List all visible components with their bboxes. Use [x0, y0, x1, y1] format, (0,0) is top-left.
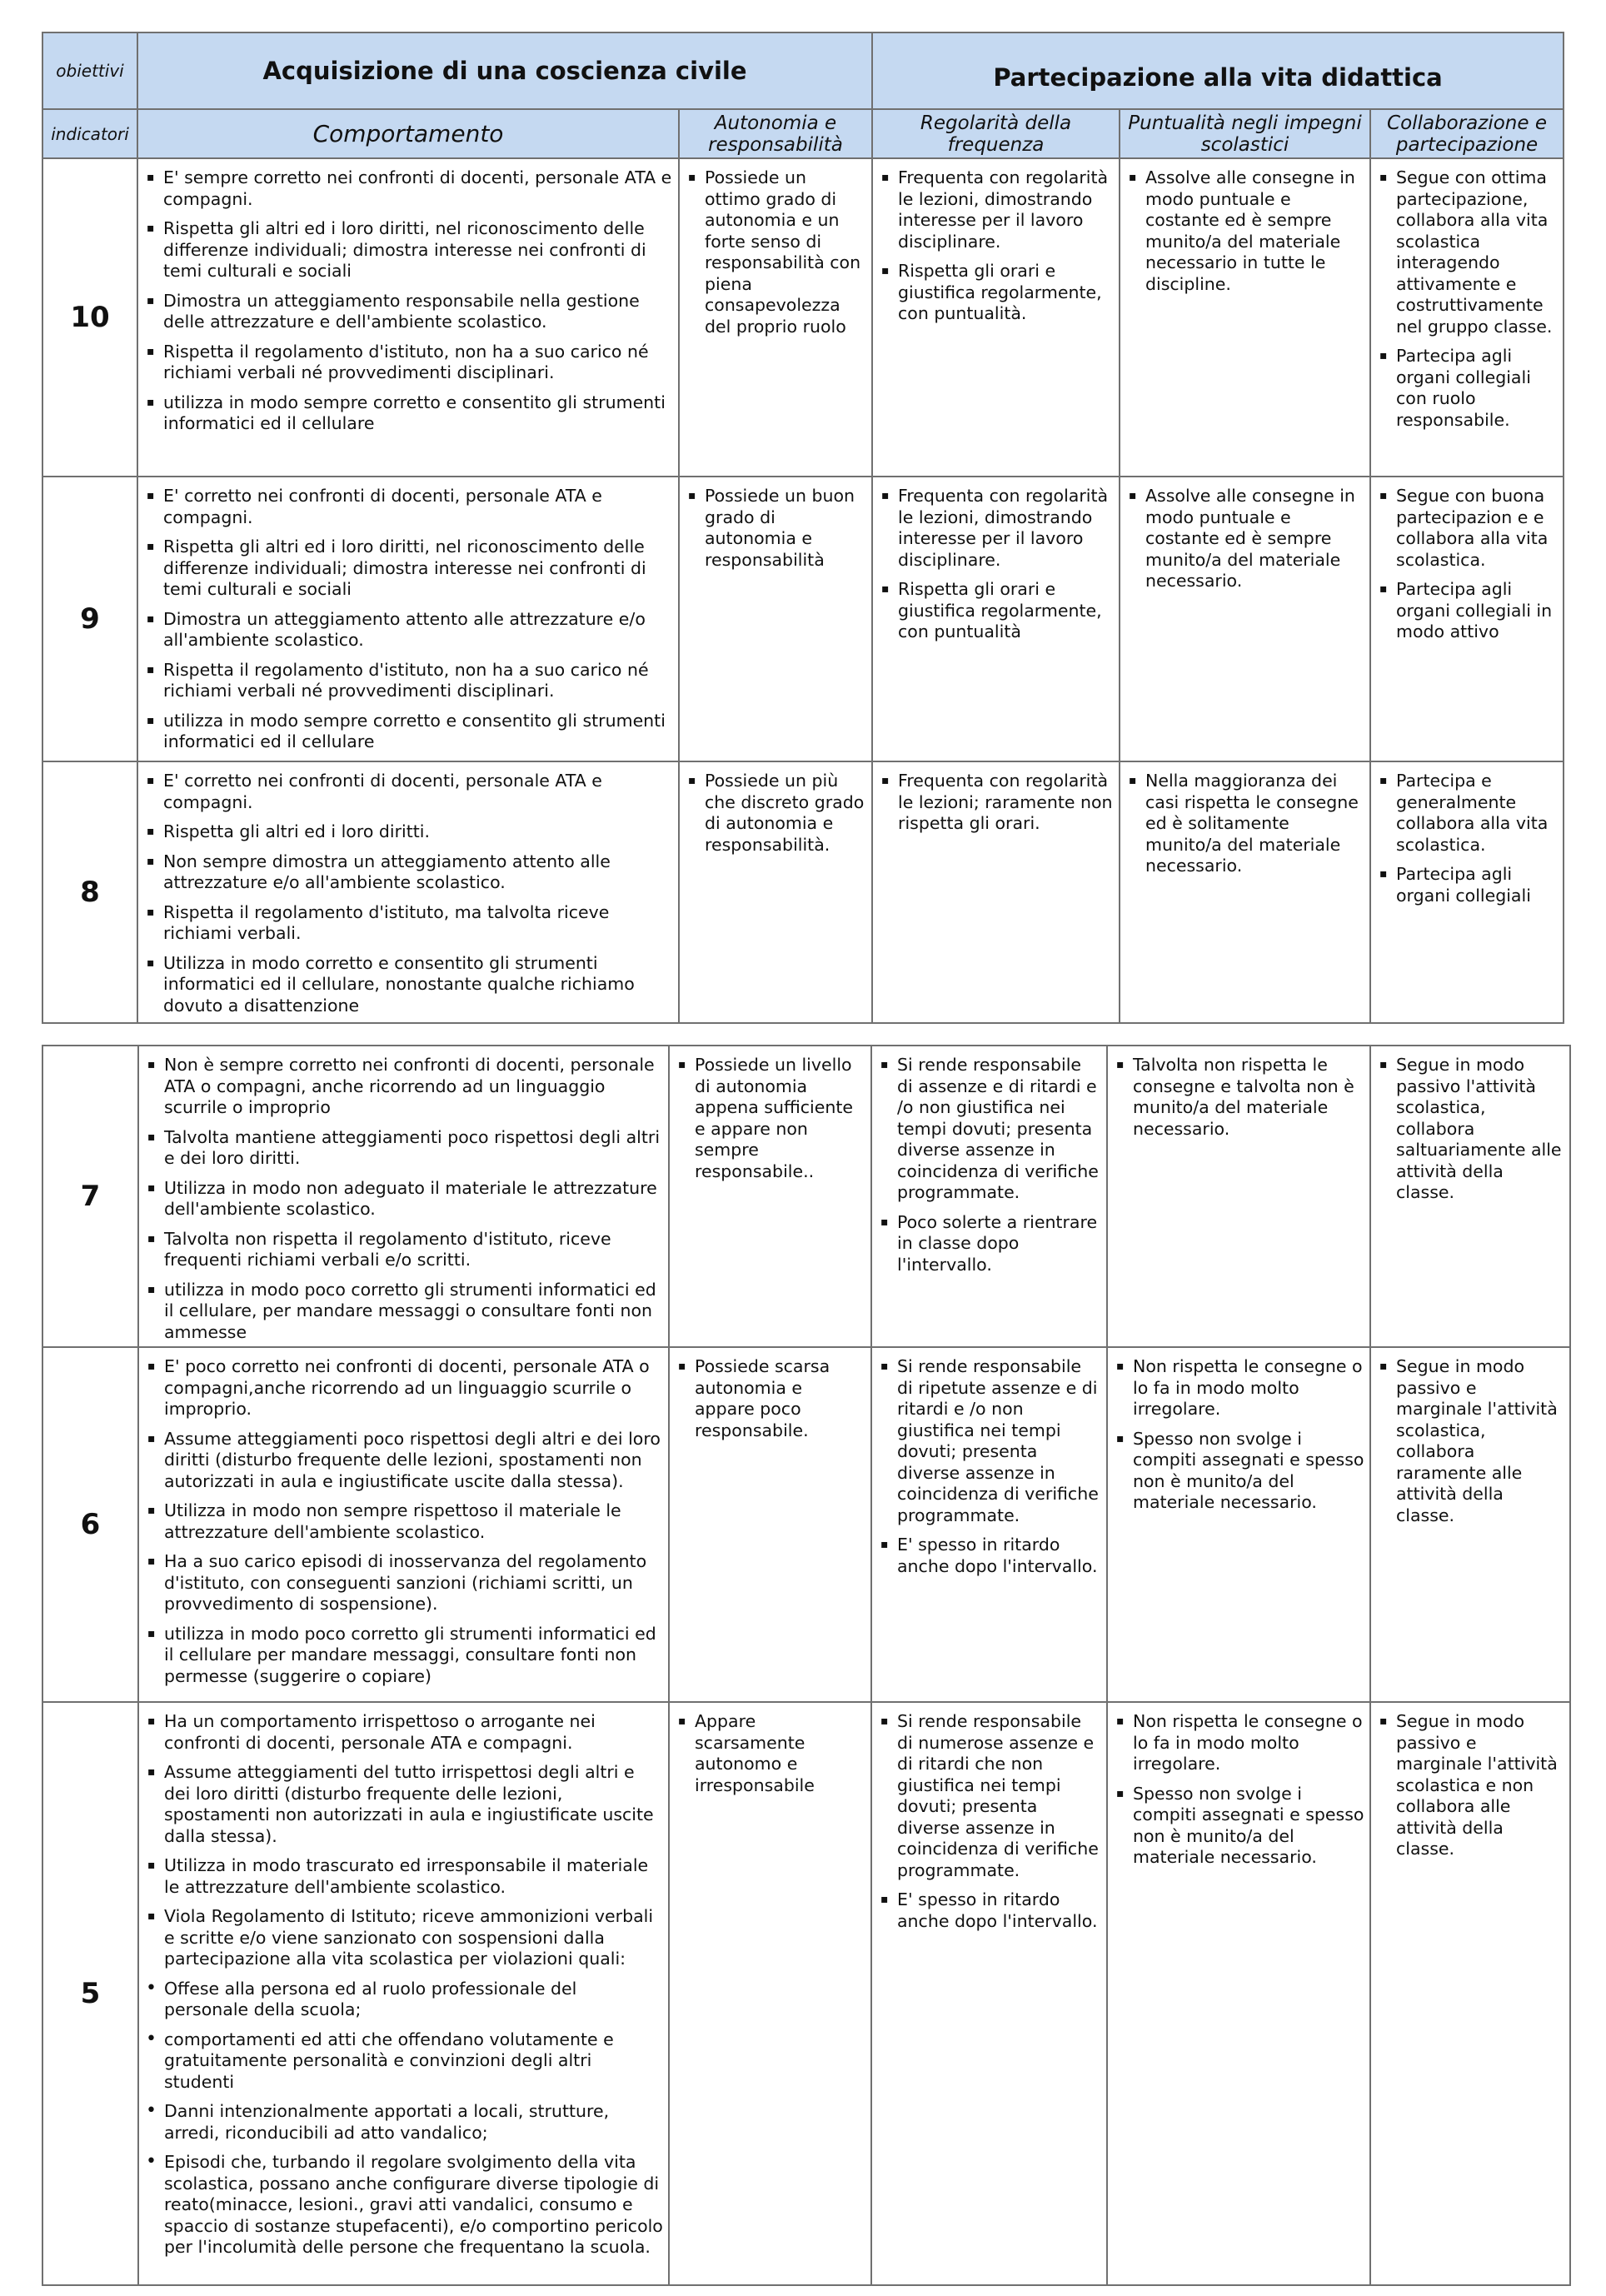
criterion-item: ▪ Assume atteggiamenti poco rispettosi degli altri e dei loro diritti (disturbo frequente delle lezioni, spostamenti non autorizzati in aula e ingiustificate uscite dalla stessa). — [144, 1429, 663, 1493]
frequenza-cell — [871, 1046, 1107, 1347]
criterion-item: ▪ Utilizza in modo non sempre rispettoso il materiale le attrezzature dell'ambiente scolastico. — [144, 1500, 663, 1543]
criterion-item: ▪ Si rende responsabile di assenze e di ritardi e /o non giustifica nei tempi dovuti; presenta diverse assenze in coincidenza di verifiche programmate. — [877, 1055, 1101, 1204]
criterion-item: ▪ Rispetta il regolamento d'istituto, ma talvolta riceve richiami verbali. — [143, 902, 673, 945]
criterion-item: ▪ Si rende responsabile di numerose assenze e di ritardi che non giustifica nei tempi dovuti; presenta diverse assenze in coincidenza di verifiche programmate. — [877, 1711, 1101, 1881]
criterion-item: ▪ Partecipa e generalmente collabora alla vita scolastica. — [1376, 771, 1558, 856]
frequenza-cell — [872, 477, 1120, 761]
criterion-item: ▪ Frequenta con regolarità le lezioni, dimostrando interesse per il lavoro disciplinare. — [878, 167, 1114, 252]
criteria-list — [143, 486, 673, 753]
grade-row-7 — [42, 1046, 1570, 1347]
criteria-list — [675, 1055, 865, 1182]
col-frequenza: Regolarità della frequenza — [872, 109, 1120, 158]
criterion-item: ▪ E' spesso in ritardo anche dopo l'intervallo. — [877, 1889, 1101, 1932]
autonomia-cell — [669, 1702, 871, 2285]
criterion-item: ▪ Spesso non svolge i compiti assegnati e spesso non è munito/a del materiale necessario. — [1113, 1784, 1364, 1869]
criteria-list — [675, 1356, 865, 1441]
criterion-item: ▪ Non sempre dimostra un atteggiamento attento alle attrezzature e/o all'ambiente scolastico. — [143, 851, 673, 894]
autonomia-cell — [669, 1046, 871, 1347]
grade-row-6 — [42, 1347, 1570, 1702]
frequenza-cell — [871, 1702, 1107, 2285]
comportamento-cell — [137, 761, 679, 1023]
criteria-list — [685, 167, 866, 337]
violation-item: • Danni intenzionalmente apportati a locali, strutture, arredi, riconducibili ad atto vandalico; — [144, 2101, 663, 2144]
criterion-item: ▪ Possiede scarsa autonomia e appare poco responsabile. — [675, 1356, 865, 1441]
col-comportamento: Comportamento — [137, 109, 679, 158]
comportamento-cell — [138, 1046, 669, 1347]
grade-row-5 — [42, 1702, 1570, 2285]
criterion-item: ▪ Rispetta gli orari e giustifica regolarmente, con puntualità. — [878, 261, 1114, 325]
criterion-item: ▪ Poco solerte a rientrare in classe dopo l'intervallo. — [877, 1212, 1101, 1276]
comportamento-cell — [137, 158, 679, 477]
criterion-item: ▪ Partecipa agli organi collegiali in modo attivo — [1376, 579, 1558, 643]
collaborazione-cell — [1370, 477, 1564, 761]
criteria-list — [143, 167, 673, 435]
criteria-list — [1113, 1711, 1364, 1869]
criterion-item: ▪ E' spesso in ritardo anche dopo l'intervallo. — [877, 1535, 1101, 1577]
criteria-list — [143, 771, 673, 1016]
criterion-item: ▪ E' corretto nei confronti di docenti, personale ATA e compagni. — [143, 486, 673, 528]
goal-coscienza-civile: Acquisizione di una coscienza civile — [137, 32, 872, 109]
criterion-item: ▪ Frequenta con regolarità le lezioni; raramente non rispetta gli orari. — [878, 771, 1114, 835]
criterion-item: ▪ Assume atteggiamenti del tutto irrispettosi degli altri e dei loro diritti (disturbo frequente delle lezioni, spostamenti non autorizzati in aula e ingiustificate uscite dalla stessa). — [144, 1762, 663, 1847]
puntualita-cell — [1120, 158, 1370, 477]
criterion-item: ▪ utilizza in modo poco corretto gli strumenti informatici ed il cellulare per mandare messaggi, consultare fonti non permesse (suggerire o copiare) — [144, 1624, 663, 1688]
grade-value: 9 — [42, 477, 137, 761]
grade-value: 7 — [42, 1046, 138, 1347]
frequenza-cell — [872, 158, 1120, 477]
criterion-item: ▪ Segue in modo passivo e marginale l'attività scolastica, collabora raramente alle attività della classe. — [1376, 1356, 1564, 1526]
criterion-item: ▪ Non è sempre corretto nei confronti di docenti, personale ATA o compagni, anche ricorrendo ad un linguaggio scurrile o improprio — [144, 1055, 663, 1119]
criterion-item: ▪ Non rispetta le consegne o lo fa in modo molto irregolare. — [1113, 1356, 1364, 1420]
collaborazione-cell — [1370, 1702, 1570, 2285]
criterion-item: ▪ Partecipa agli organi collegiali — [1376, 864, 1558, 906]
violation-item: • Episodi che, turbando il regolare svolgimento della vita scolastica, possano anche configurare diverse tipologie di reato(minacce, lesioni., gravi atti vandalici, consumo e spaccio di sostanze stupefacenti), e/o comportino pericolo per l'incolumità delle persone che frequentano la scuola. — [144, 2152, 663, 2259]
criterion-item: ▪ Assolve alle consegne in modo puntuale e costante ed è sempre munito/a del materiale necessario. — [1125, 486, 1364, 592]
col-puntualita: Puntualità negli impegni scolastici — [1120, 109, 1370, 158]
criteria-list — [1376, 486, 1558, 643]
criterion-item: ▪ Rispetta gli altri ed i loro diritti, nel riconoscimento delle differenze individuali; dimostra interesse nei confronti di temi culturali e sociali — [143, 218, 673, 282]
criteria-list — [1376, 167, 1558, 431]
autonomia-cell — [679, 761, 872, 1023]
grade-row-9 — [42, 477, 1564, 761]
criteria-list — [685, 771, 866, 856]
criterion-item: ▪ Utilizza in modo non adeguato il materiale le attrezzature dell'ambiente scolastico. — [144, 1178, 663, 1220]
criterion-item: ▪ E' poco corretto nei confronti di docenti, personale ATA o compagni,anche ricorrendo ad un linguaggio scurrile o improprio. — [144, 1356, 663, 1420]
collaborazione-cell — [1370, 158, 1564, 477]
autonomia-cell — [679, 158, 872, 477]
criterion-item: ▪ Rispetta il regolamento d'istituto, non ha a suo carico né richiami verbali né provvedimenti disciplinari. — [143, 660, 673, 702]
criterion-item: ▪ Possiede un livello di autonomia appena sufficiente e appare non sempre responsabile.. — [675, 1055, 865, 1182]
criterion-item: ▪ Talvolta non rispetta il regolamento d'istituto, riceve frequenti richiami verbali e/o scritti. — [144, 1229, 663, 1271]
criteria-list — [685, 486, 866, 571]
grade-value: 10 — [42, 158, 137, 477]
criteria-list — [877, 1055, 1101, 1275]
criterion-item: ▪ Rispetta gli altri ed i loro diritti. — [143, 821, 673, 843]
puntualita-cell — [1107, 1347, 1370, 1702]
criteria-list — [877, 1356, 1101, 1577]
grade-row-10 — [42, 158, 1564, 477]
col-collaborazione: Collaborazione e partecipazione — [1370, 109, 1564, 158]
grading-table-part2 — [42, 1045, 1571, 2286]
criteria-list — [144, 1055, 663, 1343]
autonomia-cell — [679, 477, 872, 761]
grade-value: 6 — [42, 1347, 138, 1702]
criteria-list — [877, 1711, 1101, 1932]
criterion-item: ▪ Rispetta gli altri ed i loro diritti, nel riconoscimento delle differenze individuali; dimostra interesse nei confronti di temi culturali e sociali — [143, 537, 673, 601]
criteria-list — [144, 1356, 663, 1687]
collaborazione-cell — [1370, 1347, 1570, 1702]
comportamento-cell — [137, 477, 679, 761]
criteria-list — [1125, 486, 1364, 592]
criteria-list — [878, 771, 1114, 835]
criterion-item: ▪ Possiede un buon grado di autonomia e responsabilità — [685, 486, 866, 571]
puntualita-cell — [1120, 477, 1370, 761]
autonomia-cell — [669, 1347, 871, 1702]
collaborazione-cell — [1370, 1046, 1570, 1347]
criterion-item: ▪ Possiede un ottimo grado di autonomia e un forte senso di responsabilità con piena consapevolezza del proprio ruolo — [685, 167, 866, 337]
grade-value: 8 — [42, 761, 137, 1023]
criterion-item: ▪ E' corretto nei confronti di docenti, personale ATA e compagni. — [143, 771, 673, 813]
criteria-list — [1376, 771, 1558, 906]
criteria-list — [1376, 1711, 1564, 1860]
obiettivi-label: obiettivi — [42, 32, 137, 109]
criterion-item: ▪ Rispetta gli orari e giustifica regolarmente, con puntualità — [878, 579, 1114, 643]
criterion-item: ▪ Rispetta il regolamento d'istituto, non ha a suo carico né richiami verbali né provvedimenti disciplinari. — [143, 342, 673, 384]
criterion-item: ▪ E' sempre corretto nei confronti di docenti, personale ATA e compagni. — [143, 167, 673, 210]
grading-table-part1 — [42, 32, 1564, 1024]
criterion-item: ▪ Frequenta con regolarità le lezioni, dimostrando interesse per il lavoro disciplinare. — [878, 486, 1114, 571]
criterion-item: ▪ Segue con ottima partecipazione, collabora alla vita scolastica interagendo attivamente e costruttivamente nel gruppo classe. — [1376, 167, 1558, 337]
criterion-item: ▪ utilizza in modo poco corretto gli strumenti informatici ed il cellulare, per mandare messaggi o consultare fonti non ammesse — [144, 1280, 663, 1344]
criterion-item: ▪ Ha un comportamento irrispettoso o arrogante nei confronti di docenti, personale ATA e compagni. — [144, 1711, 663, 1754]
criterion-item: ▪ Segue con buona partecipazion e e collabora alla vita scolastica. — [1376, 486, 1558, 571]
comportamento-cell — [138, 1702, 669, 2285]
criteria-list — [1376, 1356, 1564, 1526]
violation-item: • Offese alla persona ed al ruolo professionale del personale della scuola; — [144, 1979, 663, 2021]
criterion-item: ▪ utilizza in modo sempre corretto e consentito gli strumenti informatici ed il cellulare — [143, 392, 673, 435]
indicatori-label: indicatori — [42, 109, 137, 158]
criterion-item: ▪ Segue in modo passivo e marginale l'attività scolastica e non collabora alle attività della classe. — [1376, 1711, 1564, 1860]
criterion-item: ▪ Utilizza in modo corretto e consentito gli strumenti informatici ed il cellulare, nonostante qualche richiamo dovuto a disattenzione — [143, 953, 673, 1017]
criterion-item: ▪ Nella maggioranza dei casi rispetta le consegne ed è solitamente munito/a del materiale necessario. — [1125, 771, 1364, 877]
criterion-item: ▪ Talvolta mantiene atteggiamenti poco rispettosi degli altri e dei loro diritti. — [144, 1127, 663, 1170]
comportamento-cell — [138, 1347, 669, 1702]
criteria-list — [675, 1711, 865, 1796]
criteria-list — [1125, 771, 1364, 877]
goal-partecipazione-didattica: Partecipazione alla vita didattica — [872, 32, 1564, 109]
criterion-item: ▪ Dimostra un atteggiamento responsabile nella gestione delle attrezzature e dell'ambiente scolastico. — [143, 291, 673, 333]
criteria-list — [878, 486, 1114, 643]
criterion-item: ▪ Non rispetta le consegne o lo fa in modo molto irregolare. — [1113, 1711, 1364, 1775]
grade-value: 5 — [42, 1702, 138, 2285]
criterion-item: ▪ Ha a suo carico episodi di inosservanza del regolamento d'istituto, con conseguenti sanzioni (richiami scritti, un provvedimento di sospensione). — [144, 1551, 663, 1615]
criterion-item: ▪ Possiede un più che discreto grado di autonomia e responsabilità. — [685, 771, 866, 856]
frequenza-cell — [872, 761, 1120, 1023]
criterion-item: ▪ Partecipa agli organi collegiali con ruolo responsabile. — [1376, 346, 1558, 431]
criterion-item: ▪ Assolve alle consegne in modo puntuale e costante ed è sempre munito/a del materiale necessario in tutte le discipline. — [1125, 167, 1364, 295]
criterion-item: ▪ Segue in modo passivo l'attività scolastica, collabora saltuariamente alle attività della classe. — [1376, 1055, 1564, 1204]
criterion-item: ▪ Talvolta non rispetta le consegne e talvolta non è munito/a del materiale necessario. — [1113, 1055, 1364, 1140]
criterion-item: ▪ Utilizza in modo trascurato ed irresponsabile il materiale le attrezzature dell'ambiente scolastico. — [144, 1855, 663, 1898]
criterion-item: ▪ Spesso non svolge i compiti assegnati e spesso non è munito/a del materiale necessario. — [1113, 1429, 1364, 1514]
puntualita-cell — [1107, 1702, 1370, 2285]
collaborazione-cell — [1370, 761, 1564, 1023]
criterion-item: ▪ Dimostra un atteggiamento attento alle attrezzature e/o all'ambiente scolastico. — [143, 609, 673, 651]
criterion-item: ▪ Viola Regolamento di Istituto; riceve ammonizioni verbali e scritte e/o viene sanzionato con sospensioni dalla partecipazione alla vita scolastica per violazioni quali: — [144, 1906, 663, 1970]
criteria-list — [1113, 1055, 1364, 1140]
criteria-list — [1125, 167, 1364, 295]
puntualita-cell — [1107, 1046, 1370, 1347]
grade-row-8 — [42, 761, 1564, 1023]
violation-item: • comportamenti ed atti che offendano volutamente e gratuitamente personalità e convinzioni degli altri studenti — [144, 2029, 663, 2094]
criteria-list — [878, 167, 1114, 325]
criterion-item: ▪ utilizza in modo sempre corretto e consentito gli strumenti informatici ed il cellulare — [143, 711, 673, 753]
criterion-item: ▪ Si rende responsabile di ripetute assenze e di ritardi e /o non giustifica nei tempi dovuti; presenta diverse assenze in coincidenza di verifiche programmate. — [877, 1356, 1101, 1526]
frequenza-cell — [871, 1347, 1107, 1702]
col-autonomia: Autonomia e responsabilità — [679, 109, 872, 158]
criteria-list — [144, 1711, 663, 2259]
criteria-list — [1113, 1356, 1364, 1514]
criteria-list — [1376, 1055, 1564, 1204]
puntualita-cell — [1120, 761, 1370, 1023]
criterion-item: ▪ Appare scarsamente autonomo e irresponsabile — [675, 1711, 865, 1796]
